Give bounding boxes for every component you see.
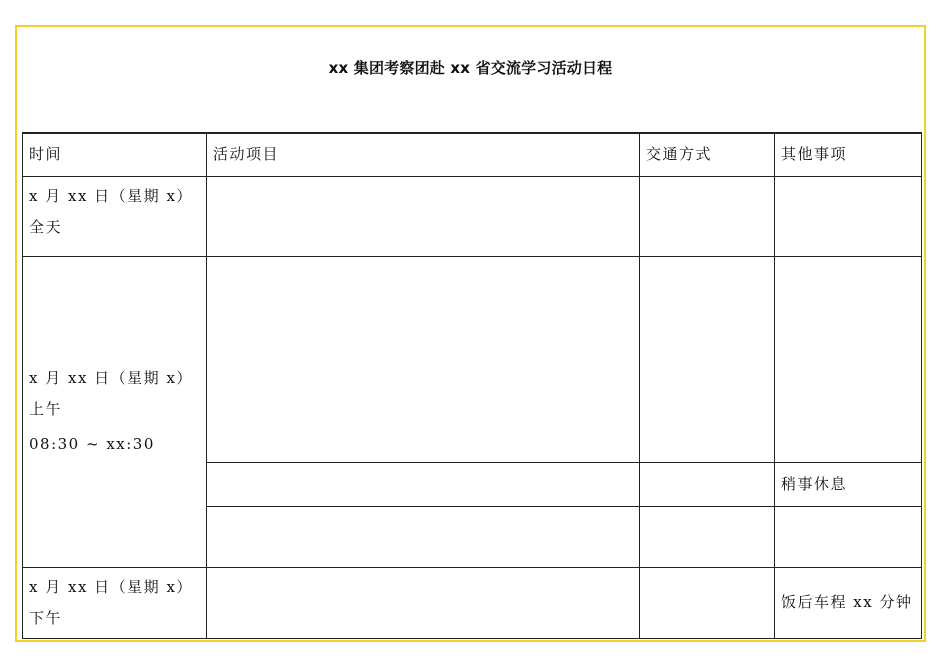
document-title: xx 集团考察团赴 xx 省交流学习活动日程: [328, 59, 613, 77]
header-activity: 活动项目: [207, 133, 640, 176]
table-row: [23, 176, 922, 256]
transport-cell: [640, 462, 775, 506]
time-text: x 月 xx 日（星期 x）全天: [29, 186, 193, 236]
transport-cell: [640, 506, 775, 567]
time-cell: [23, 176, 207, 256]
table-row: [23, 567, 922, 638]
table-header-row: [23, 133, 922, 176]
time-cell: [23, 567, 207, 638]
activity-cell: [207, 462, 640, 506]
time-cell: [23, 256, 207, 567]
time-range-text: 08:30 ~ xx:30: [29, 435, 155, 453]
activity-cell: [207, 567, 640, 638]
notes-cell: 稍事休息: [775, 462, 922, 506]
notes-cell: [775, 176, 922, 256]
notes-cell: [775, 506, 922, 567]
header-time: 时间: [23, 133, 207, 176]
time-text: x 月 xx 日（星期 x）上午: [29, 369, 193, 418]
activity-cell: [207, 256, 640, 462]
header-notes: 其他事项: [775, 133, 922, 176]
activity-cell: [207, 506, 640, 567]
transport-cell: [640, 256, 775, 462]
activity-cell: [207, 176, 640, 256]
schedule-table: [22, 132, 922, 639]
table-row: [23, 256, 922, 462]
time-text: x 月 xx 日（星期 x）下午: [29, 577, 193, 627]
transport-cell: [640, 176, 775, 256]
transport-cell: [640, 567, 775, 638]
header-transport: 交通方式: [640, 133, 775, 176]
notes-cell: 饭后车程 xx 分钟: [775, 567, 922, 638]
notes-cell: [775, 256, 922, 462]
